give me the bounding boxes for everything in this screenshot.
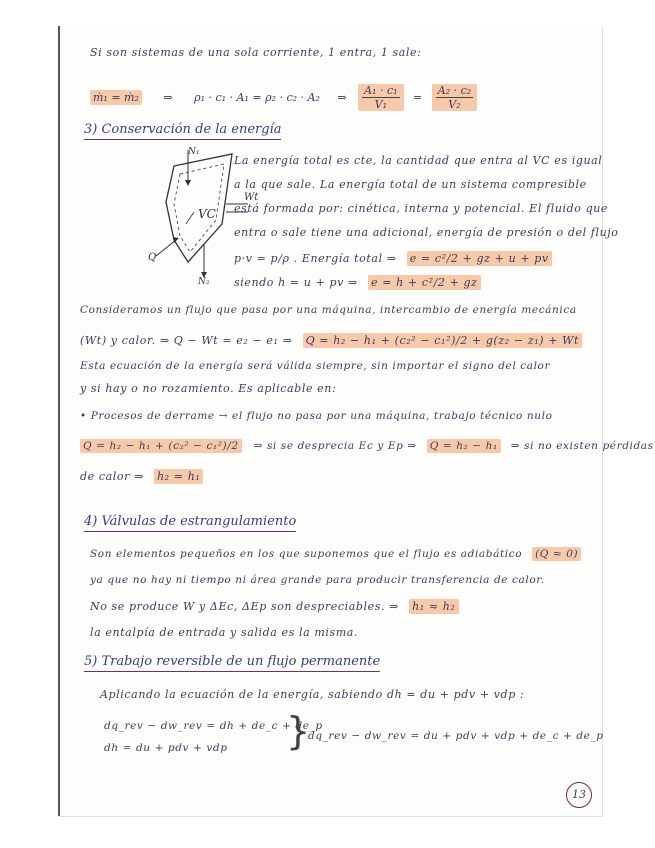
consider-text: (Wt) y calor. ⇒ Q − Wt = e₂ − e₁ ⇒ <box>80 334 293 347</box>
pv-text: p·v = p/ρ . Energía total ⇒ <box>234 252 397 265</box>
energy-paragraph-line: a la que sale. La energía total de un sistema compresible <box>234 178 587 191</box>
adiabatic-condition: (Q ≈ 0) <box>532 547 581 561</box>
curly-brace: } <box>286 709 311 753</box>
arrow: ⇒ <box>337 90 347 104</box>
mass-equality: ṁ₁ = ṁ₂ <box>90 90 142 105</box>
enthalpy-approx: h₁ ≈ h₂ <box>409 599 458 614</box>
energy-balance-formula: Q = h₂ − h₁ + (c₂² − c₁²)/2 + g(z₂ − z₁) + Wt <box>303 333 583 348</box>
reversible-equation-1: dq_rev − dw_rev = dh + de_c + de_p <box>104 720 323 732</box>
arrow: ⇒ <box>163 90 173 104</box>
equals-sign: = <box>413 90 423 104</box>
fraction-numerator: A₂ · c₂ <box>437 84 472 97</box>
reversible-work-line: Aplicando la ecuación de la energía, sabiendo dh = du + pdv + vdp : <box>100 688 525 701</box>
label-pointer <box>186 212 194 224</box>
siendo-text: siendo h = u + pv ⇒ <box>234 276 358 289</box>
enthalpy-energy-formula: e = h + c²/2 + gz <box>368 275 481 290</box>
section-heading <box>84 514 296 529</box>
energy-paragraph-line: La energía total es cte, la cantidad que entra al VC es igual <box>234 154 603 167</box>
reversible-equation-2: dh = du + pdv + vdp <box>104 742 228 754</box>
derrame-formula: Q = h₂ − h₁ + (c₂² − c₁²)/2 <box>80 439 242 453</box>
fraction-numerator: A₁ · c₁ <box>364 84 398 97</box>
total-energy-formula: e = c²/2 + gz + u + pv <box>407 251 552 266</box>
validity-line: y si hay o no rozamiento. Es aplicable en: <box>80 382 337 395</box>
fraction-area-velocity <box>432 84 477 111</box>
energy-paragraph-line: entra o sale tiene una adicional, energía de presión o del flujo <box>234 226 619 239</box>
section-title: 4) Válvulas de estrangulamiento <box>84 514 296 532</box>
label-n2: N₂ <box>198 277 210 284</box>
label-vc: VC <box>198 207 216 221</box>
derrame-text: ⇒ si se desprecia Ec y Ep ⇒ <box>253 440 417 452</box>
heat-arrow <box>156 240 176 256</box>
section-heading <box>84 654 380 669</box>
valve-line: la entalpía de entrada y salida es la misma. <box>90 626 359 639</box>
valve-line <box>90 600 459 613</box>
section-heading <box>84 122 281 137</box>
page-number: 13 <box>566 782 592 808</box>
derrame-equation-line <box>80 440 654 452</box>
calor-text: de calor ⇒ <box>80 470 144 483</box>
fraction-area-velocity <box>358 84 403 111</box>
section-title: 5) Trabajo reversible de un flujo permanente <box>84 654 380 672</box>
valve-text: No se produce W y ΔEc, ΔEp son despreciables. ⇒ <box>90 600 399 613</box>
enthalpy-line <box>234 276 481 289</box>
energy-paragraph-line: está formada por: cinética, interna y potencial. El fluido que <box>234 202 609 215</box>
validity-line: Esta ecuación de la energía será válida siempre, sin importar el signo del calor <box>80 360 551 372</box>
section-title: 3) Conservación de la energía <box>84 122 281 140</box>
consider-line: Consideramos un flujo que pasa por una máquina, intercambio de energía mecánica <box>80 304 577 316</box>
reversible-result: dq_rev − dw_rev = du + pdv + vdp + de_c + de_p <box>308 730 604 742</box>
inlet-arrowhead <box>185 180 191 186</box>
fraction-denominator: V₁ <box>374 98 387 111</box>
intro-text: Si son sistemas de una sola corriente, 1 entra, 1 sale: <box>90 46 422 59</box>
label-q: Q <box>148 252 157 263</box>
enthalpy-equality: h₂ = h₁ <box>154 469 203 484</box>
bullet-derrame: • Procesos de derrame → el flujo no pasa por una máquina, trabajo técnico nulo <box>80 410 553 422</box>
fraction-denominator: V₂ <box>448 98 461 111</box>
calor-line <box>80 470 203 483</box>
mass-balance-equation <box>90 84 477 111</box>
valve-text: Son elementos pequeños en los que suponemos que el flujo es adiabático <box>90 548 523 560</box>
label-n1: N₁ <box>188 147 200 157</box>
valve-line <box>90 548 581 560</box>
total-energy-line <box>234 252 552 265</box>
label-wt: Wt <box>244 192 259 203</box>
notebook-page <box>58 26 654 816</box>
derrame-formula-simple: Q = h₂ − h₁ <box>427 439 501 453</box>
consider-line-2 <box>80 334 582 347</box>
flow-equation: ρ₁ · c₁ · A₁ = ρ₂ · c₂ · A₂ <box>194 90 320 104</box>
valve-line: ya que no hay ni tiempo ni área grande para producir transferencia de calor. <box>90 574 545 586</box>
derrame-text-end: ⇒ si no existen pérdidas <box>510 440 654 452</box>
